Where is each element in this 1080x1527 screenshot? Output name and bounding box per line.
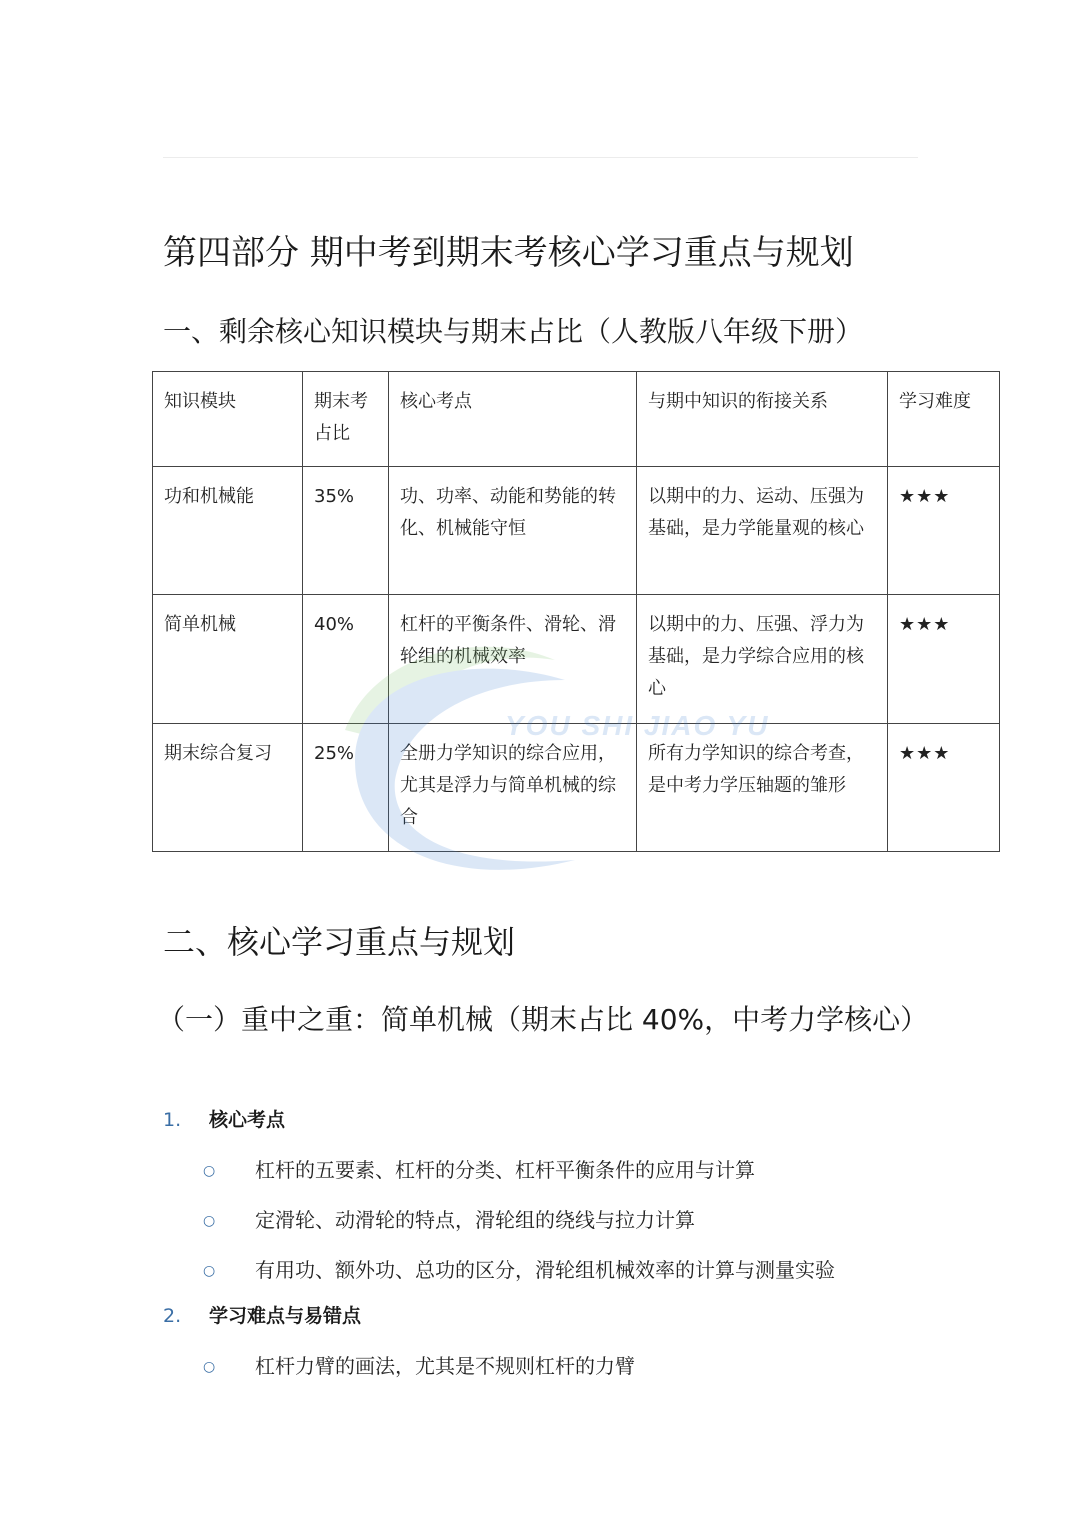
header-ratio: 期末考占比 [303,372,389,467]
subsection-title-text: （一）重中之重：简单机械（期末占比 40%，中考力学核心） [157,1003,929,1036]
section1-title: 一、剩余核心知识模块与期末占比（人教版八年级下册） [163,315,864,348]
part-title: 第四部分 期中考到期末考核心学习重点与规划 [163,233,854,273]
ordered-item-label: 学习难点与易错点 [209,1305,362,1327]
cell-difficulty-stars: ★★★ [888,595,1000,723]
cell-ratio: 40% [303,595,389,723]
ordered-item-number: 1. [163,1109,182,1131]
circle-bullet-icon: ○ [203,1359,216,1375]
cell-module: 期末综合复习 [153,723,303,851]
ordered-item-difficulties [163,1301,361,1331]
header-relation: 与期中知识的衔接关系 [637,372,888,467]
table-row [153,595,1000,723]
cell-points: 全册力学知识的综合应用，尤其是浮力与简单机械的综合 [389,723,637,851]
header-module: 知识模块 [153,372,303,467]
circle-bullet-icon: ○ [203,1213,216,1229]
ordered-item-label: 核心考点 [209,1109,286,1131]
circle-bullet-icon: ○ [203,1263,216,1279]
ordered-item-number: 2. [163,1305,182,1327]
cell-module: 功和机械能 [153,467,303,595]
knowledge-module-table [152,371,1000,852]
cell-module: 简单机械 [153,595,303,723]
cell-points: 杠杆的平衡条件、滑轮、滑轮组的机械效率 [389,595,637,723]
list-item-text: 杠杆力臂的画法，尤其是不规则杠杆的力臂 [255,1354,635,1378]
list-item [203,1351,635,1382]
cell-points: 功、功率、动能和势能的转化、机械能守恒 [389,467,637,595]
cell-ratio: 35% [303,467,389,595]
header-points: 核心考点 [389,372,637,467]
header-difficulty: 学习难度 [888,372,1000,467]
cell-difficulty-stars: ★★★ [888,467,1000,595]
list-item-text: 杠杆的五要素、杠杆的分类、杠杆平衡条件的应用与计算 [255,1158,755,1182]
ordered-item-core-points [163,1105,285,1135]
list-item-text: 有用功、额外功、总功的区分，滑轮组机械效率的计算与测量实验 [255,1258,835,1282]
watermark-text: YOU SHI JIAO YU [505,710,770,741]
table-row [153,723,1000,851]
list-item-text: 定滑轮、动滑轮的特点，滑轮组的绕线与拉力计算 [255,1208,695,1232]
list-item [203,1205,695,1236]
section2-title: 二、核心学习重点与规划 [163,923,516,961]
cell-relation: 以期中的力、压强、浮力为基础，是力学综合应用的核心 [637,595,888,723]
cell-ratio: 25% [303,723,389,851]
cell-difficulty-stars: ★★★ [888,723,1000,851]
top-divider [163,157,918,158]
list-item [203,1155,755,1186]
table-header-row [153,372,1000,467]
list-item [203,1255,835,1286]
table-row [153,467,1000,595]
cell-relation: 以期中的力、运动、压强为基础，是力学能量观的核心 [637,467,888,595]
subsection-title [157,996,929,1044]
circle-bullet-icon: ○ [203,1163,216,1179]
cell-relation: 所有力学知识的综合考查，是中考力学压轴题的雏形 [637,723,888,851]
